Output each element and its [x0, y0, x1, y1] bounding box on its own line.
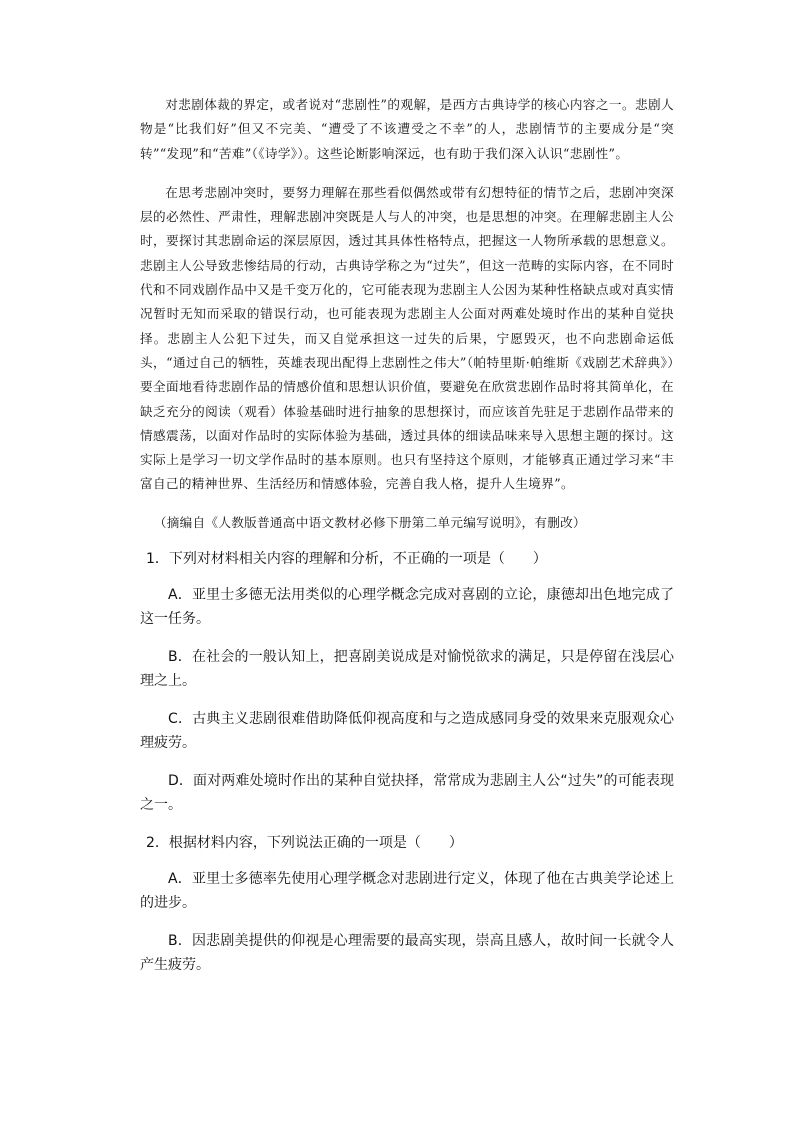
question-2: [140, 831, 674, 977]
passage-source: （摘编自《人教版普通高中语文教材必修下册第二单元编写说明》，有删改）: [153, 514, 586, 530]
option-a: A．亚里士多德无法用类似的心理学概念完成对喜剧的立论，康德却出色地完成了这一任务。: [140, 586, 674, 627]
option-d: D．面对两难处境时作出的某种自觉抉择，常常成为悲剧主人公“过失”的可能表现之一。: [140, 772, 674, 813]
option-b: B．因悲剧美提供的仰视是心理需要的最高实现，崇高且感人，故时间一长就令人产生疲劳。: [140, 932, 674, 973]
question-stem: 2．根据材料内容，下列说法正确的一项是（ ）: [146, 834, 463, 851]
option-b: B．在社会的一般认知上，把喜剧美说成是对愉悦欲求的满足，只是停留在浅层心理之上。: [140, 648, 674, 689]
passage-paragraph-2: 在思考悲剧冲突时，要努力理解在那些看似偶然或带有幻想特征的情节之后，悲剧冲突深层的必然性、严肃性，理解悲剧冲突既是人与人的冲突，也是思想的冲突。在理解悲剧主人公时，要探讨其悲剧命运的深层原因，透过其具体性格特点，把握这一人物所承载的思想意义。悲剧主人公导致悲惨结局的行动，古典诗学称之为“过失”，但这一范畴的实际内容，在不同时代和不同戏剧作品中又是千变万化的，它可能表现为悲剧主人公因为某种性格缺点或对真实情况暂时无知而采取的错误行动，也可能表现为悲剧主人公面对两难处境时作出的某种自觉抉择。悲剧主人公犯下过失，而又自觉承担这一过失的后果，宁愿毁灭，也不向悲剧命运低头，“通过自己的牺牲，英雄表现出配得上悲剧性之伟大”（帕特里斯·帕维斯《戏剧艺术辞典》）要全面地看待悲剧作品的情感价值和思想认识价值，要避免在欣赏悲剧作品时将其简单化，在缺乏充分的阅读（观看）体验基础时进行抽象的思想探讨，而应该首先驻足于悲剧作品带来的情感震荡，以面对作品时的实际体验为基础，透过具体的细读品味来导入思想主题的探讨。这实际上是学习一切文学作品时的基本原则。也只有坚持这个原则，才能够真正通过学习来“丰富自己的精神世界、生活经历和情感体验，完善自我人格，提升人生境界”。: [140, 184, 674, 492]
exam-page: [140, 93, 674, 991]
question-1: [140, 547, 674, 817]
option-c: C．古典主义悲剧很难借助降低仰视高度和与之造成感同身受的效果来克服观众心理疲劳。: [140, 710, 674, 751]
question-stem: 1．下列对材料相关内容的理解和分析，不正确的一项是（ ）: [146, 550, 547, 567]
passage-paragraph-1: 对悲剧体裁的界定，或者说对“悲剧性”的观解，是西方古典诗学的核心内容之一。悲剧人物是“比我们好”但又不完美、“遭受了不该遭受之不幸”的人，悲剧情节的主要成分是“突转”“发现”和“苦难”（《诗学》）。这些论断影响深远，也有助于我们深入认识“悲剧性”。: [140, 97, 674, 161]
option-a: A．亚里士多德率先使用心理学概念对悲剧进行定义，体现了他在古典美学论述上的进步。: [140, 870, 674, 911]
